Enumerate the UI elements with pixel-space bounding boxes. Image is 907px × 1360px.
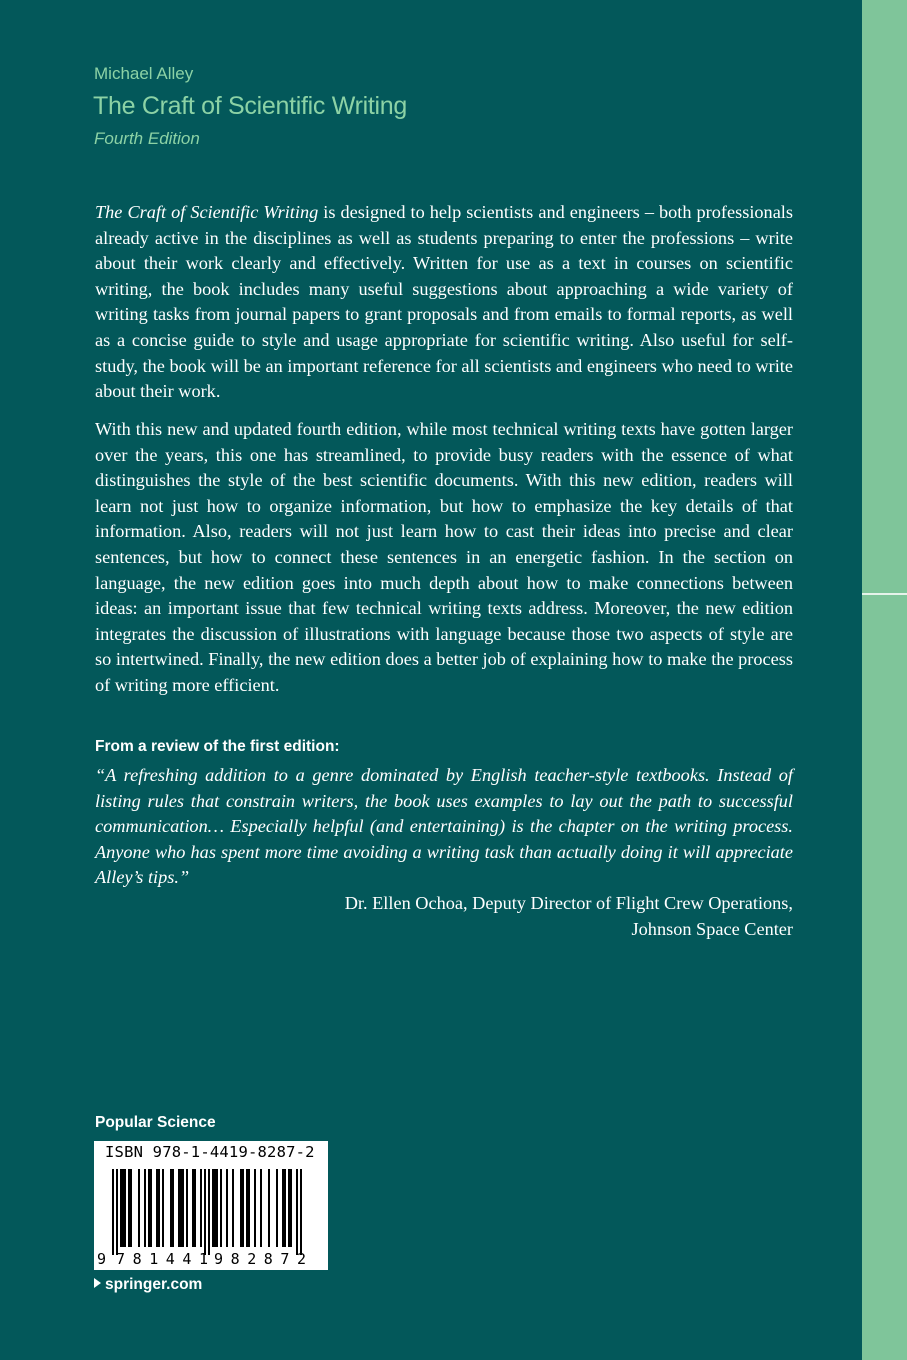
barcode-bar: [120, 1169, 122, 1247]
barcode-bar: [232, 1169, 234, 1247]
barcode-bar: [144, 1169, 146, 1247]
barcode-bar: [158, 1169, 160, 1247]
barcode-bar: [216, 1169, 218, 1247]
barcode-left-digits: 781441: [116, 1250, 208, 1268]
category-label: Popular Science: [95, 1114, 216, 1131]
barcode-bar: [242, 1169, 244, 1247]
barcode-bar: [220, 1169, 222, 1247]
barcode-bar: [226, 1169, 228, 1247]
barcode-bar: [112, 1169, 114, 1255]
spine-strip: [862, 0, 907, 1360]
description-paragraph-1-text: is designed to help scientists and engineers – both professionals already active in the disciplines as well as students preparing to enter the professions – write about their work clearly and effectively. Written for use as a text in courses on scientific writing, the book includes many useful suggestions about approaching a wide variety of writing tasks from journal papers to grant proposals and from emails to formal reports, as well as a concise guide to style and usage appropriate for scientific writing. Also useful for self-study, the book will be an important reference for all scientists and engineers who need to write about their work.: [95, 202, 794, 402]
barcode-bar: [182, 1169, 184, 1247]
barcode-bar: [282, 1169, 284, 1247]
barcode-bar: [116, 1169, 118, 1255]
barcode-bar: [288, 1169, 290, 1247]
barcode-bar: [130, 1169, 132, 1247]
barcode-bar: [268, 1169, 270, 1247]
barcode-bar: [150, 1169, 152, 1247]
barcode-bar: [124, 1169, 126, 1247]
barcode-bar: [254, 1169, 256, 1247]
review-heading: From a review of the first edition:: [95, 738, 340, 755]
barcode-bar: [178, 1169, 180, 1247]
description-paragraph-1: [95, 200, 793, 405]
barcode-bar: [186, 1169, 188, 1247]
barcode-bar: [300, 1169, 302, 1255]
publisher-website[interactable]: [94, 1276, 202, 1294]
barcode-bar: [248, 1169, 250, 1247]
barcode-bar: [284, 1169, 286, 1247]
barcode-bar: [200, 1169, 202, 1247]
description-paragraph-2: With this new and updated fourth edition, while most technical writing texts have gotten larger over the years, this one has streamlined, to provide busy readers with the essence of what distinguishes the style of the best scientific documents. With this new edition, readers will learn not just how to organize information, but how to emphasize the key details of that information. Also, readers will not just learn how to cast their ideas into precise and clear sentences, but how to connect these sentences in an energetic fashion. In the section on language, the new edition goes into much depth about how to make connections between ideas: an important issue that few technical writing texts address. Moreover, the new edition integrates the discussion of illustrations with language because those two aspects of style are so intertwined. Finally, the new edition does a better job of explaining how to make the process of writing more efficient.: [95, 419, 793, 695]
review-attribution: [345, 891, 793, 942]
barcode-bar: [208, 1169, 210, 1255]
barcode-bar: [172, 1169, 174, 1247]
arrow-right-icon: [94, 1278, 101, 1288]
isbn-barcode: [94, 1141, 328, 1270]
barcode-bar: [128, 1169, 130, 1247]
barcode-bar: [170, 1169, 172, 1247]
barcode-bar: [240, 1169, 242, 1247]
attribution-line-1: Dr. Ellen Ochoa, Deputy Director of Flight Crew Operations,: [344, 893, 793, 913]
author-name: Michael Alley: [94, 64, 194, 83]
barcode-bars: [94, 1165, 328, 1270]
barcode-bar: [148, 1169, 150, 1247]
barcode-bar: [156, 1169, 158, 1247]
barcode-bar: [296, 1169, 298, 1255]
barcode-bar: [260, 1169, 262, 1247]
barcode-bar: [290, 1169, 292, 1247]
edition-label: Fourth Edition: [94, 129, 200, 148]
spine-divider-line: [862, 593, 907, 595]
website-text: springer.com: [105, 1276, 203, 1293]
barcode-bar: [276, 1169, 278, 1247]
barcode-bar: [162, 1169, 164, 1247]
barcode-bar: [194, 1169, 196, 1247]
barcode-bar: [192, 1169, 194, 1247]
barcode-right-digits: 982872: [214, 1250, 306, 1268]
barcode-bar: [214, 1169, 216, 1247]
isbn-number: ISBN 978-1-4419-8287-2: [105, 1143, 315, 1161]
attribution-line-2: Johnson Space Center: [631, 918, 793, 939]
barcode-bar: [246, 1169, 248, 1247]
inline-book-title: The Craft of Scientific Writing: [95, 202, 319, 222]
barcode-bar: [212, 1169, 214, 1247]
book-title: The Craft of Scientific Writing: [93, 92, 407, 120]
barcode-bar: [138, 1169, 140, 1247]
barcode-bar: [204, 1169, 206, 1255]
barcode-lead-digit: 9: [97, 1250, 107, 1268]
barcode-bar: [180, 1169, 182, 1247]
barcode-bar: [122, 1169, 124, 1247]
review-quote: “A refreshing addition to a genre dominated by English teacher-style textbooks. Instead of listing rules that constrain writers, the book uses examples to lay out the path to successful communication… Especially helpful (and entertaining) is the chapter on the writing process. Anyone who has spent more time avoiding a writing task than actually doing it will appreciate Alley’s tips.”: [95, 765, 793, 888]
